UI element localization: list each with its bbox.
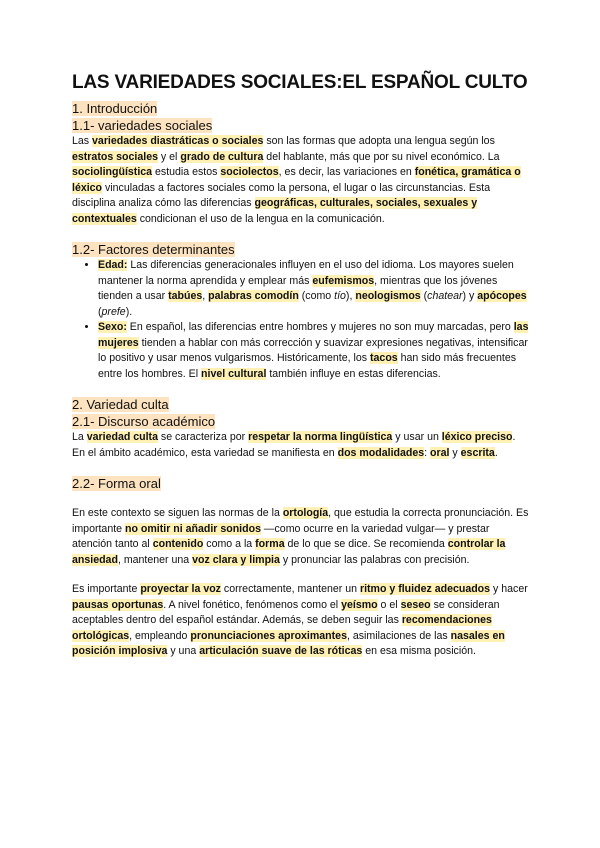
highlighted-text: sociolectos — [220, 166, 279, 178]
highlighted-text: contenido — [152, 538, 204, 550]
highlighted-text: pausas oportunas — [72, 598, 164, 611]
highlighted-text: seseo — [400, 598, 431, 611]
text-span: . A nivel fonético, fenómenos como el — [163, 598, 342, 611]
paragraph-variedades-sociales — [72, 134, 530, 227]
text-span: de lo que se dice. Se recomienda — [284, 538, 448, 550]
text-span: ). — [125, 305, 133, 318]
highlighted-text: geográficas, culturales, sociales, sexuales y contextuales — [72, 197, 478, 225]
text-span: 1.2- Factores determinantes — [72, 242, 235, 257]
text-span: se consideran aceptables dentro del español estándar. Además, se deben seguir las — [72, 598, 500, 626]
text-span: 1. Introducción — [72, 101, 158, 116]
text-span: condicionan el uso de la lengua en la comunicación. — [136, 212, 385, 225]
text-span: prefe — [101, 305, 126, 318]
highlighted-text: ortología — [282, 507, 329, 519]
highlighted-text: escrita — [460, 446, 495, 459]
text-span: tienden a hablar con más corrección y suavizar expresiones negativas, intensificar lo positivo y usar menos vulgarismos. Históricamente, los — [98, 336, 528, 364]
text-span: Es importante — [72, 583, 141, 595]
text-span: ), — [345, 290, 356, 302]
highlighted-text: recomendaciones ortológicas — [72, 614, 492, 642]
text-span: y una — [167, 645, 200, 657]
text-span: y pronunciar las palabras con precisión. — [279, 553, 470, 566]
highlighted-text: dos modalidades — [337, 446, 425, 459]
document-content — [72, 72, 530, 660]
text-span: tío — [334, 290, 346, 302]
text-span: estudia estos — [152, 166, 221, 178]
text-span: han sido más frecuentes entre los hombres. El — [98, 352, 517, 380]
highlighted-text: estratos sociales — [72, 150, 158, 163]
highlighted-text: controlar la ansiedad — [72, 538, 506, 566]
highlighted-text: palabras comodín — [208, 290, 299, 302]
highlighted-text: grado de cultura — [180, 150, 264, 163]
text-span: ) y — [462, 290, 478, 302]
highlighted-text: oral — [430, 446, 450, 459]
highlighted-text: yeísmo — [341, 598, 378, 611]
text-span: , asimilaciones de las — [346, 629, 451, 642]
text-span: o el — [377, 598, 401, 611]
document-title: LAS VARIEDADES SOCIALES:EL ESPAÑOL CULTO — [72, 72, 528, 93]
text-span: En este contexto se siguen las normas de la — [72, 507, 283, 519]
highlighted-text: respetar la norma lingüística — [248, 431, 393, 443]
highlighted-text: nasales en posición implosiva — [72, 629, 505, 657]
text-span: como a la — [203, 538, 256, 550]
highlighted-text: fonética, gramática o léxico — [72, 166, 521, 194]
text-span: y usar un — [392, 431, 442, 443]
section-1-1-heading — [72, 117, 530, 134]
text-span: . — [494, 446, 498, 459]
text-span: Las — [72, 135, 93, 147]
text-span: y el — [157, 150, 181, 163]
text-span: y — [449, 446, 461, 459]
text-span: , empleando — [129, 629, 191, 642]
text-span: ( — [420, 290, 428, 302]
highlighted-text: neologismos — [355, 290, 421, 302]
text-span: , mantener una — [117, 553, 193, 566]
highlighted-text: proyectar la voz — [140, 583, 221, 595]
text-span: , es decir, las variaciones en — [278, 166, 415, 178]
text-span: se caracteriza por — [157, 431, 249, 443]
highlighted-text: variedad culta — [86, 431, 158, 443]
highlighted-text: eufemismos — [312, 274, 375, 287]
list-item-sexo — [98, 320, 530, 382]
text-span: , mientras que los jóvenes tienden a usar — [98, 274, 498, 302]
highlighted-text: forma — [255, 538, 285, 550]
text-span: En español, las diferencias entre hombres y mujeres no son muy marcadas, pero — [126, 321, 514, 333]
text-span: , que estudia la correcta pronunciación. Es importante — [72, 507, 529, 535]
highlighted-text: tacos — [370, 352, 398, 364]
highlighted-text: Sexo: — [98, 321, 127, 333]
text-span: (como — [298, 290, 335, 302]
text-span: también influye en estas diferencias. — [266, 367, 441, 380]
text-span: 2. Variedad culta — [72, 397, 169, 412]
section-2-1-heading — [72, 413, 530, 430]
text-span: son las formas que adopta una lengua según los — [263, 135, 495, 147]
paragraph-ortologia — [72, 506, 530, 568]
paragraph-proyectar-voz — [72, 582, 530, 660]
highlighted-text: las mujeres — [98, 321, 529, 349]
text-span: chatear — [427, 290, 463, 302]
highlighted-text: sociolingüística — [72, 166, 153, 178]
text-span: Las diferencias generacionales influyen en el uso del idioma. Los mayores suelen mantener la norma aprendida y emplear más — [98, 259, 514, 287]
highlighted-text: ritmo y fluidez adecuados — [359, 583, 491, 595]
section-1-2-heading — [72, 241, 530, 258]
text-span: 2.2- Forma oral — [72, 476, 161, 491]
text-span: y hacer — [490, 583, 528, 595]
section-1-heading — [72, 100, 530, 117]
text-span: : — [424, 446, 431, 459]
section-2-2-heading — [72, 475, 530, 492]
text-span: La — [72, 431, 87, 443]
factores-list — [72, 258, 530, 382]
text-span: del hablante, más que por su nivel económico. La — [263, 150, 500, 163]
text-span: ( — [98, 305, 102, 318]
text-span: en esa misma posición. — [362, 645, 476, 657]
highlighted-text: voz clara y limpia — [192, 553, 280, 566]
text-span: vinculadas a factores sociales como la persona, el lugar o las circunstancias. Esta disciplina analiza cómo las diferencias — [72, 181, 491, 209]
text-span: correctamente, mantener un — [220, 583, 360, 595]
list-item-edad — [98, 258, 530, 320]
highlighted-text: léxico preciso — [441, 431, 513, 443]
section-2-heading — [72, 396, 530, 413]
text-span: 2.1- Discurso académico — [72, 414, 216, 429]
highlighted-text: Edad: — [98, 259, 128, 271]
paragraph-variedad-culta — [72, 430, 530, 461]
highlighted-text: tabúes — [168, 290, 203, 302]
highlighted-text: no omitir ni añadir sonidos — [125, 522, 261, 535]
text-span: —como ocurre en la variedad vulgar— y prestar atención tanto al — [72, 522, 490, 550]
text-span: . En el ámbito académico, esta variedad se manifiesta en — [72, 431, 516, 459]
highlighted-text: articulación suave de las róticas — [199, 645, 363, 657]
text-span: 1.1- variedades sociales — [72, 118, 213, 133]
highlighted-text: variedades diastráticas o sociales — [92, 135, 264, 147]
highlighted-text: pronunciaciones aproximantes — [190, 629, 347, 642]
highlighted-text: apócopes — [477, 290, 527, 302]
text-span: , — [202, 290, 209, 302]
highlighted-text: nivel cultural — [201, 367, 267, 380]
